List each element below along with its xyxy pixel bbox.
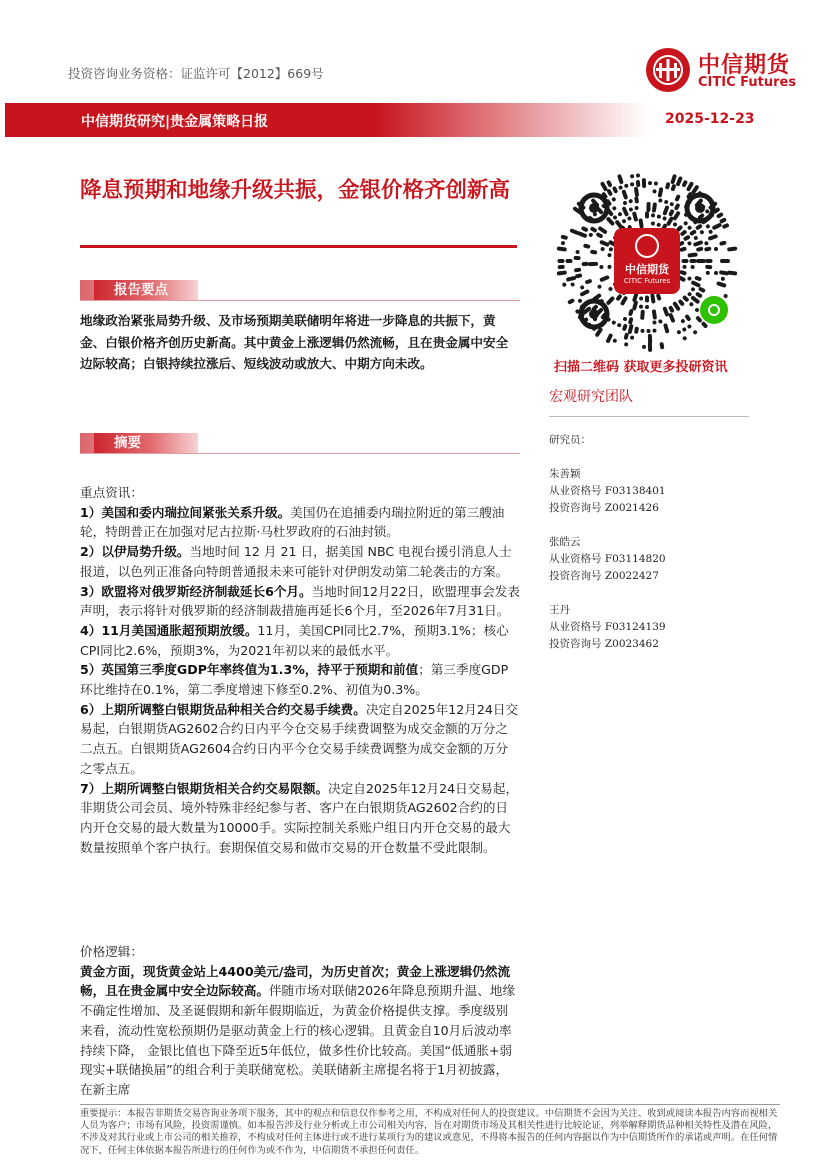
researcher-consult: 投资咨询号 Z0023462 (549, 638, 659, 650)
mini-program-icon (700, 296, 728, 324)
researcher-name: 王丹 (549, 604, 570, 616)
qualification-text: 投资咨询业务资格：证监许可【2012】669号 (68, 66, 324, 81)
researcher-qual: 从业资格号 F03124139 (549, 621, 666, 633)
report-title: 降息预期和地缘升级共振，金银价格齐创新高 (80, 178, 511, 203)
researcher-consult: 投资咨询号 Z0022427 (549, 570, 659, 582)
report-banner (5, 103, 826, 137)
disclaimer: 重要提示：本报告非期货交易咨询业务项下服务，其中的观点和信息仅作参考之用，不构成对任何人的投资建议。中信期货不会因为关注、收到或阅读本报告内容而视相关人员为客户；市场有风险，投资需谨慎。如本报告涉及行业分析或上市公司相关内容，旨在对期货市场及其相关性进行比较论证，列举解释期货品种相关特性及潜在风险，不涉及对其行业或上市公司的相关推荐，不构成对任何主体进行或不进行某项行为的建议或意见，不得将本报告的任何内容据以作为中信期货所作的承诺或声明。在任何情况下，任何主体依据本报告所进行的任何作为或不作为，中信期货不承担任何责任。 (80, 1108, 778, 1156)
news-item: 2）以伊局势升级。当地时间 12 月 21 日，据美国 NBC 电视台援引消息人士报道，以色列正准备向特朗普通报未来可能针对伊朗发动第二轮袭击的方案。 (80, 544, 512, 579)
researcher-consult: 投资咨询号 Z0021426 (549, 502, 659, 514)
news-item: 7）上期所调整白银期货相关合约交易限额。决定自2025年12月24日交易起，非期货公司会员、境外特殊非经纪参与者、客户在白银期货AG2602合约的日内开仓交易的最大数量为10000手。实际控制关系账户组日内开仓交易的最大数量按照单个客户执行。套期保值交易和做市交易的开仓数量不受此限制。 (80, 780, 519, 855)
logo-name-cn: 中信期货 (698, 53, 791, 78)
section-summary: 摘要 (80, 433, 198, 453)
citic-futures-logo (644, 46, 804, 96)
researcher-list (549, 432, 666, 653)
researcher-qual: 从业资格号 F03114820 (549, 553, 666, 565)
key-points-text: 地缘政治紧张局势升级、及市场预期美联储明年将进一步降息的共振下，黄金、白银价格齐创历史新高。其中黄金上涨逻辑仍然流畅，且在贵金属中安全边际较高；白银持续拉涨后、短线波动或放大、中期方向未改。 (80, 313, 509, 371)
qr-logo-en: CITIC Futures (623, 277, 671, 285)
news-item: 3）欧盟将对俄罗斯经济制裁延长6个月。当地时间12月22日，欧盟理事会发表声明，表示将针对俄罗斯的经济制裁措施再延长6个月，至2026年7月31日。 (80, 583, 520, 619)
news-block (80, 483, 520, 857)
team-divider (549, 416, 749, 417)
report-date: 2025-12-23 (665, 111, 755, 127)
news-item: 1）美国和委内瑞拉间紧张关系升级。美国仍在追捕委内瑞拉附近的第三艘油轮，特朗普正在加强对尼古拉斯·马杜罗政府的石油封锁。 (80, 504, 505, 540)
title-divider (80, 245, 517, 248)
researchers-label: 研究员： (549, 434, 591, 446)
researcher-qual: 从业资格号 F03138401 (549, 485, 666, 497)
logic-heading: 价格逻辑： (80, 944, 143, 959)
qr-center-logo (614, 228, 680, 294)
qr-caption: 扫描二维码 获取更多投研资讯 (554, 360, 728, 375)
team-name: 宏观研究团队 (549, 389, 633, 405)
news-item: 6）上期所调整白银期货品种相关合约交易手续费。决定自2025年12月24日交易起，白银期货AG2602合约日内平今仓交易手续费调整为成交金额的万分之二点五。白银期货AG2604合约日内平今仓交易手续费调整为成交金额的万分之零点五。 (80, 701, 519, 776)
citic-emblem-icon (644, 46, 692, 94)
qr-logo-cn: 中信期货 (625, 263, 669, 276)
footer-divider (80, 1104, 780, 1105)
section-underline (80, 300, 520, 301)
banner-title: 中信期货研究|贵金属策略日报 (81, 114, 269, 130)
section-underline (80, 453, 520, 454)
logic-paragraph: 黄金方面，现货黄金站上4400美元/盎司，为历史首次；黄金上涨逻辑仍然流畅，且在贵金属中安全边际较高。伴随市场对联储2026年降息预期升温、地缘不确定性增加、及圣诞假期和新年假期临近，为黄金价格提供支撑。季度级别来看，流动性宽松预期仍是驱动黄金上行的核心逻辑。且黄金自10月后波动率持续下降， 金银比值也下降至近5年低位，做多性价比较高。美国“低通胀+弱现实+联储换届”的组合利于美联储宽松。美联储新主席提名将于1月初披露，在新主席 (80, 963, 516, 1097)
section-key-points: 报告要点 (80, 280, 198, 300)
news-item: 5）英国第三季度GDP年率终值为1.3%，持平于预期和前值；第三季度GDP环比维持在0.1%，第二季度增速下修至0.2%、初值为0.3%。 (80, 662, 509, 698)
logo-name-en: CITIC Futures (698, 75, 797, 90)
news-heading: 重点资讯： (80, 485, 143, 500)
qr-code[interactable] (554, 168, 740, 354)
citic-emblem-icon (635, 234, 659, 258)
researcher-name: 朱善颖 (549, 468, 581, 480)
logic-block (80, 942, 520, 1100)
researcher-name: 张皓云 (549, 536, 581, 548)
news-item: 4）11月美国通胀超预期放缓。11月，美国CPI同比2.7%，预期3.1%；核心CPI同比2.6%，预期3%，为2021年初以来的最低水平。 (80, 622, 509, 658)
